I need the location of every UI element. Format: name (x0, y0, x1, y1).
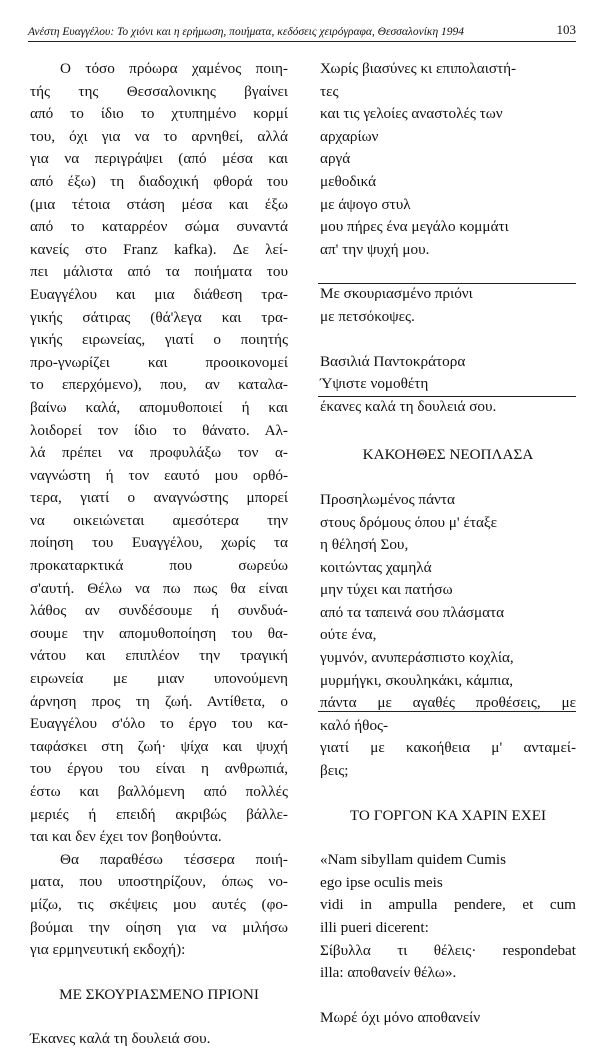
poem-line: Προσηλωμένος πάντα (320, 490, 455, 508)
poem-line: ούτε ένα, (320, 626, 377, 644)
text-line: τερα, γιατί ο αναγνώστης μπορεί (30, 489, 288, 507)
left-column (30, 58, 288, 1051)
text-line: γικής σάτιρας (θά'λεγα και τρα- (30, 308, 288, 326)
epigraph-line: «Nam sibyllam quidem Cumis (320, 851, 507, 869)
text-line: κανείς στο Franz kafka). Δε λεί- (30, 240, 288, 258)
text-line: από έξω) τη διαδοχική φθορά του (30, 172, 288, 190)
poem-line: μην τύχει και πατήσω (320, 581, 453, 599)
poem-line: κοιτώντας χαμηλά (320, 558, 432, 576)
poem-line: αρχαρίων (320, 127, 379, 145)
text-line: βούμαι την οίηση για να μιλήσω (30, 918, 288, 936)
text-line: του, όχι για να το αρνηθεί, αλλά (30, 127, 288, 145)
epigraph-line: illa: αποθανείν θέλω». (320, 964, 457, 982)
text-line: νάτου και επιπλέον την τραγική (30, 647, 288, 665)
poem-line: πάντα με αγαθές προθέσεις, με (320, 694, 576, 712)
poem-stanza-1 (320, 58, 576, 261)
poem-line: με άψογο στυλ (320, 195, 411, 213)
poem-line: στους δρόμους όπου μ' έταξε (320, 513, 498, 531)
text-line: άρνηση προς τη ζωή. Αντίθετα, ο (30, 692, 288, 710)
text-line: μίζω, τις σκέψεις μου αυτές (φο- (30, 895, 288, 913)
poem-title: ΤΟ ΓΟΡΓΟΝ ΚΑ ΧΑΡΙΝ ΕΧΕΙ (349, 806, 547, 824)
text-line: ναγνώστη ή τον εαυτό μου ορθό- (30, 466, 288, 484)
text-line: ποίηση του Ευαγγέλου, χωρίς τα (30, 534, 288, 552)
text-line: ειρωνεία με μιαν υπονούμενη (30, 670, 288, 688)
poem-line: μεθοδικά (320, 172, 377, 190)
poem-stanza-2 (320, 283, 576, 328)
text-line: Θα παραθέσω τέσσερα ποιή- (60, 850, 288, 868)
poem-line: Έκανες καλά τη δουλειά σου. (30, 1030, 211, 1048)
text-line: βαίνω καλά, απομυθοποιεί ή και (30, 398, 288, 416)
essay-paragraph-2 (30, 849, 288, 962)
text-line: σ'αυτή. Θέλω να πω πως θα είναι (30, 579, 288, 597)
epigraph-line: illi pueri dicerent: (320, 919, 429, 936)
text-line: ταφάσκει στη ζωή· ψίχα και ψυχή (30, 737, 288, 755)
poem-line: μου πήρες ένα μεγάλο κομμάτι (320, 218, 509, 236)
text-line: γικής ειρωνείας, γιατί ο ποιητής (30, 331, 288, 349)
text-line: λοιδορεί τον ίδιο το θάνατο. Αλ- (30, 421, 288, 439)
text-line: Ο τόσο πρόωρα χαμένος ποιη- (60, 60, 288, 77)
text-line: τής της Θεσσαλονικης βγαίνει (30, 82, 288, 100)
essay-paragraph-1 (30, 58, 288, 849)
text-line: λά πρέπει να προφυλάξω τον α- (30, 444, 288, 462)
text-line: προ-γνωρίζει και προοικονομεί (30, 353, 288, 371)
text-line: σουμε την απομυθοποίηση του θα- (30, 624, 288, 642)
text-line: ματα, που υποστηρίζουν, όπως νο- (30, 873, 288, 891)
text-line: να οικειώνεται αμεσότερα την (30, 511, 288, 529)
section-rule (318, 396, 576, 397)
text-line: λάθος αν συνδέσουμε ή συνδυά- (30, 602, 288, 620)
text-line: Ευαγγέλου σ'όλο το έργο του κα- (30, 715, 288, 733)
poem-line: με πετσόκοψες. (320, 307, 415, 325)
text-line: μεριές ή επειδή ακριβώς βάλλε- (30, 805, 288, 823)
poem-line: η θέλησή Σου, (320, 536, 409, 554)
poem-line: γιατί με κακοήθεια μ' ανταμεί- (320, 739, 576, 757)
poem-stanza-3 (320, 351, 576, 419)
text-line: από το καταρρέον σώμα συναντά (30, 218, 288, 236)
poem-line: μυρμήγκι, σκουληκάκι, κάμπια, (320, 671, 514, 689)
poem-title: ΚΑΚΟΗΘΕΣ ΝΕΟΠΛΑΣΑ (362, 446, 534, 464)
text-line: προκαταρκτικά που σωρεύω (30, 557, 288, 575)
poem-title: ΜΕ ΣΚΟΥΡΙΑΣΜΕΝΟ ΠΡΙΟΝΙ (59, 985, 259, 1003)
poem-line: Ύψιστε νομοθέτη (320, 375, 429, 393)
poem-line: και τις γελοίες αναστολές των (320, 105, 503, 123)
poem-line: Χωρίς βιασύνες κι επιπολαιστή- (320, 60, 517, 77)
poem-line: αργά (320, 150, 351, 168)
running-header (28, 16, 576, 42)
poem-line: Με σκουριασμένο πριόνι (320, 285, 473, 303)
epigraph (320, 849, 576, 985)
text-line: Ευαγγέλου και μια διάθεση τρα- (30, 285, 288, 303)
text-line: έστω και βαλλόμενη από πολλές (30, 783, 288, 800)
page-number: 103 (556, 22, 576, 37)
poem-line: από τα ταπεινά σου πλάσματα (320, 603, 505, 621)
poem-line: γυμνόν, ανυπεράσπιστο κοχλία, (320, 649, 514, 667)
poem-line: έκανες καλά τη δουλειά σου. (320, 397, 497, 415)
text-line: (μια τέτοια στάση μέσα και έξω (30, 195, 288, 213)
text-line: ται και δεν έχει τον βοηθούντα. (30, 828, 222, 846)
epigraph-line: Σίβυλλα τι θέλεις· respondebat (320, 941, 576, 959)
text-line: από το ίδιο το χτυπημένο κορμί (30, 105, 288, 123)
poem-2-body (320, 489, 576, 783)
epigraph-line: vidi in ampulla pendere, et cum (320, 896, 576, 914)
epigraph-line: ego ipse oculis meis (320, 873, 443, 891)
poem-line: απ' την ψυχή μου. (320, 240, 430, 258)
section-rule (318, 283, 576, 284)
poem-line: Μωρέ όχι μόνο αποθανείν (320, 1008, 481, 1026)
section-rule (318, 711, 576, 712)
running-title: Ανέστη Ευαγγέλου: Το χιόνι και η ερήμωση, ποιήματα, κεδόσεις χειρόγραφα, Θεσσαλονίκη 1994 (28, 26, 465, 38)
poem-line: τες (320, 82, 339, 100)
right-column (320, 58, 576, 1029)
text-line: του έργου του είναι η ανθρωπιά, (30, 760, 288, 778)
text-line: πει μάλιστα από τα ποιήματα του (30, 263, 288, 281)
poem-line: βεις; (320, 762, 349, 780)
poem-line: Βασιλιά Παντοκράτορα (320, 352, 466, 370)
text-line: για ερμηνευτική εκδοχή): (30, 941, 186, 959)
poem-line: καλό ήθος- (320, 716, 389, 734)
text-line: για να περιγράψει (από μέσα και (30, 150, 288, 168)
text-line: το επερχόμενο), που, αν καταλα- (30, 376, 288, 394)
